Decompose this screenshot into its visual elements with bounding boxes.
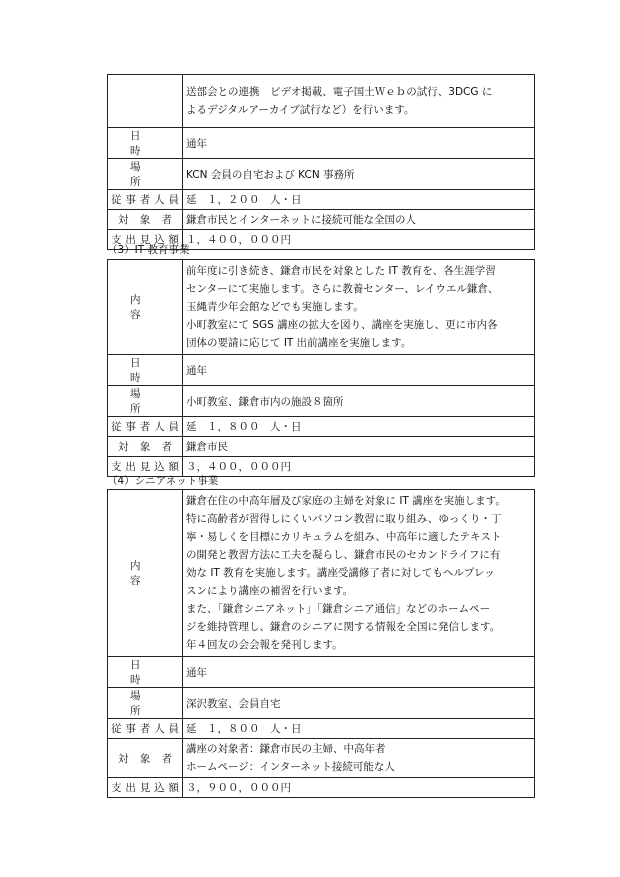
section3-table xyxy=(107,259,535,477)
section4-budget-row xyxy=(108,778,535,798)
content-line: 特に高齢者が習得しにくいパソコン教習に取り組み、ゆっくり・丁 xyxy=(186,513,502,525)
section2-date-row xyxy=(108,128,535,159)
content-line: 前年度に引き続き、鎌倉市民を対象とした IT 教育を、各生涯学習 xyxy=(186,265,496,277)
place-label: 場 所 xyxy=(108,688,183,719)
target-label: 対 象 者 xyxy=(108,210,183,230)
date-label: 日 時 xyxy=(108,657,183,688)
section2-content-label xyxy=(108,75,183,128)
budget-value: ３，４００，０００円 xyxy=(183,457,535,477)
budget-label: 支出見込額 xyxy=(108,457,183,477)
content-line: 寧・易しくを目標にカリキュラムを組み、中高年に適したテキスト xyxy=(186,531,502,543)
budget-label: 支出見込額 xyxy=(108,778,183,798)
staff-value: 延 １，８００ 人・日 xyxy=(183,719,535,739)
content-label: 内 容 xyxy=(108,260,183,355)
section3-place-row xyxy=(108,386,535,417)
target-value: 鎌倉市民とインターネットに接続可能な全国の人 xyxy=(183,210,535,230)
date-label: 日 時 xyxy=(108,128,183,159)
date-value: 通年 xyxy=(183,657,535,688)
content-line: 鎌倉在住の中高年層及び家庭の主婦を対象に IT 講座を実施します。 xyxy=(186,495,506,507)
content-line: 年４回友の会会報を発刊します。 xyxy=(186,639,343,651)
section2-content-cell xyxy=(183,75,535,128)
section4-content-row xyxy=(108,490,535,657)
section3-target-row xyxy=(108,437,535,457)
section4-place-row xyxy=(108,688,535,719)
content-line: 小町教室にて SGS 講座の拡大を図り、講座を実施し、更に市内各 xyxy=(186,319,498,331)
target-label: 対 象 者 xyxy=(108,739,183,778)
section2-content-row xyxy=(108,75,535,128)
section3-title: （3）IT 教育事業 xyxy=(107,244,190,256)
target-cell xyxy=(183,739,535,778)
content-line: センターにて実施します。さらに教養センター、レイウエル鎌倉、 xyxy=(186,283,499,295)
budget-value: ３，９００，０００円 xyxy=(183,778,535,798)
section3-staff-row xyxy=(108,417,535,437)
section4-title: （4）シニアネット事業 xyxy=(107,475,219,487)
date-value: 通年 xyxy=(183,355,535,386)
place-value: 深沢教室、会員自宅 xyxy=(183,688,535,719)
section2-table xyxy=(107,74,535,250)
date-label: 日 時 xyxy=(108,355,183,386)
section4-content-cell xyxy=(183,490,535,657)
staff-label: 従事者人員 xyxy=(108,190,183,210)
section4-date-row xyxy=(108,657,535,688)
content-label: 内 容 xyxy=(108,490,183,657)
content-line: スンにより講座の補習を行います。 xyxy=(186,585,354,597)
section2-target-row xyxy=(108,210,535,230)
content-line: また、「鎌倉シニアネット」「鎌倉シニア通信」などのホームペー xyxy=(186,603,491,615)
content-line: よるデジタルアーカイブ試行など）を行います。 xyxy=(186,104,415,116)
place-label: 場 所 xyxy=(108,386,183,417)
budget-label: 支出見込額 xyxy=(108,230,183,250)
place-label: 場 所 xyxy=(108,159,183,190)
section3-date-row xyxy=(108,355,535,386)
target-label: 対 象 者 xyxy=(108,437,183,457)
place-value: 小町教室、鎌倉市内の施設８箇所 xyxy=(183,386,535,417)
content-line: ジを維持管理し、鎌倉のシニアに関する情報を全国に発信します。 xyxy=(186,621,501,633)
staff-label: 従事者人員 xyxy=(108,719,183,739)
target-line: ホームページ：インターネット接続可能な人 xyxy=(186,761,395,773)
content-line: 団体の要請に応じて IT 出前講座を実施します。 xyxy=(186,337,412,349)
staff-value: 延 １，２００ 人・日 xyxy=(183,190,535,210)
section2-place-row xyxy=(108,159,535,190)
section2-staff-row xyxy=(108,190,535,210)
content-line: 送部会との連携 ビデオ掲載、電子国土Ｗｅｂの試行、3DCG に xyxy=(186,86,493,98)
content-line: 効な IT 教育を実施します。講座受講修了者に対してもヘルプレッ xyxy=(186,567,495,579)
date-value: 通年 xyxy=(183,128,535,159)
section3-content-cell xyxy=(183,260,535,355)
content-line: の開発と教習方法に工夫を凝らし、鎌倉市民のセカンドライフに有 xyxy=(186,549,501,561)
section4-staff-row xyxy=(108,719,535,739)
section3-content-row xyxy=(108,260,535,355)
staff-value: 延 １，８００ 人・日 xyxy=(183,417,535,437)
place-value: KCN 会員の自宅および KCN 事務所 xyxy=(183,159,535,190)
budget-value: １，４００，０００円 xyxy=(183,230,535,250)
target-value: 鎌倉市民 xyxy=(183,437,535,457)
target-line: 講座の対象者：鎌倉市民の主婦、中高年者 xyxy=(186,743,386,755)
content-line: 玉縄青少年会館などでも実施します。 xyxy=(186,301,364,313)
section4-table xyxy=(107,489,535,798)
section4-target-row xyxy=(108,739,535,778)
staff-label: 従事者人員 xyxy=(108,417,183,437)
